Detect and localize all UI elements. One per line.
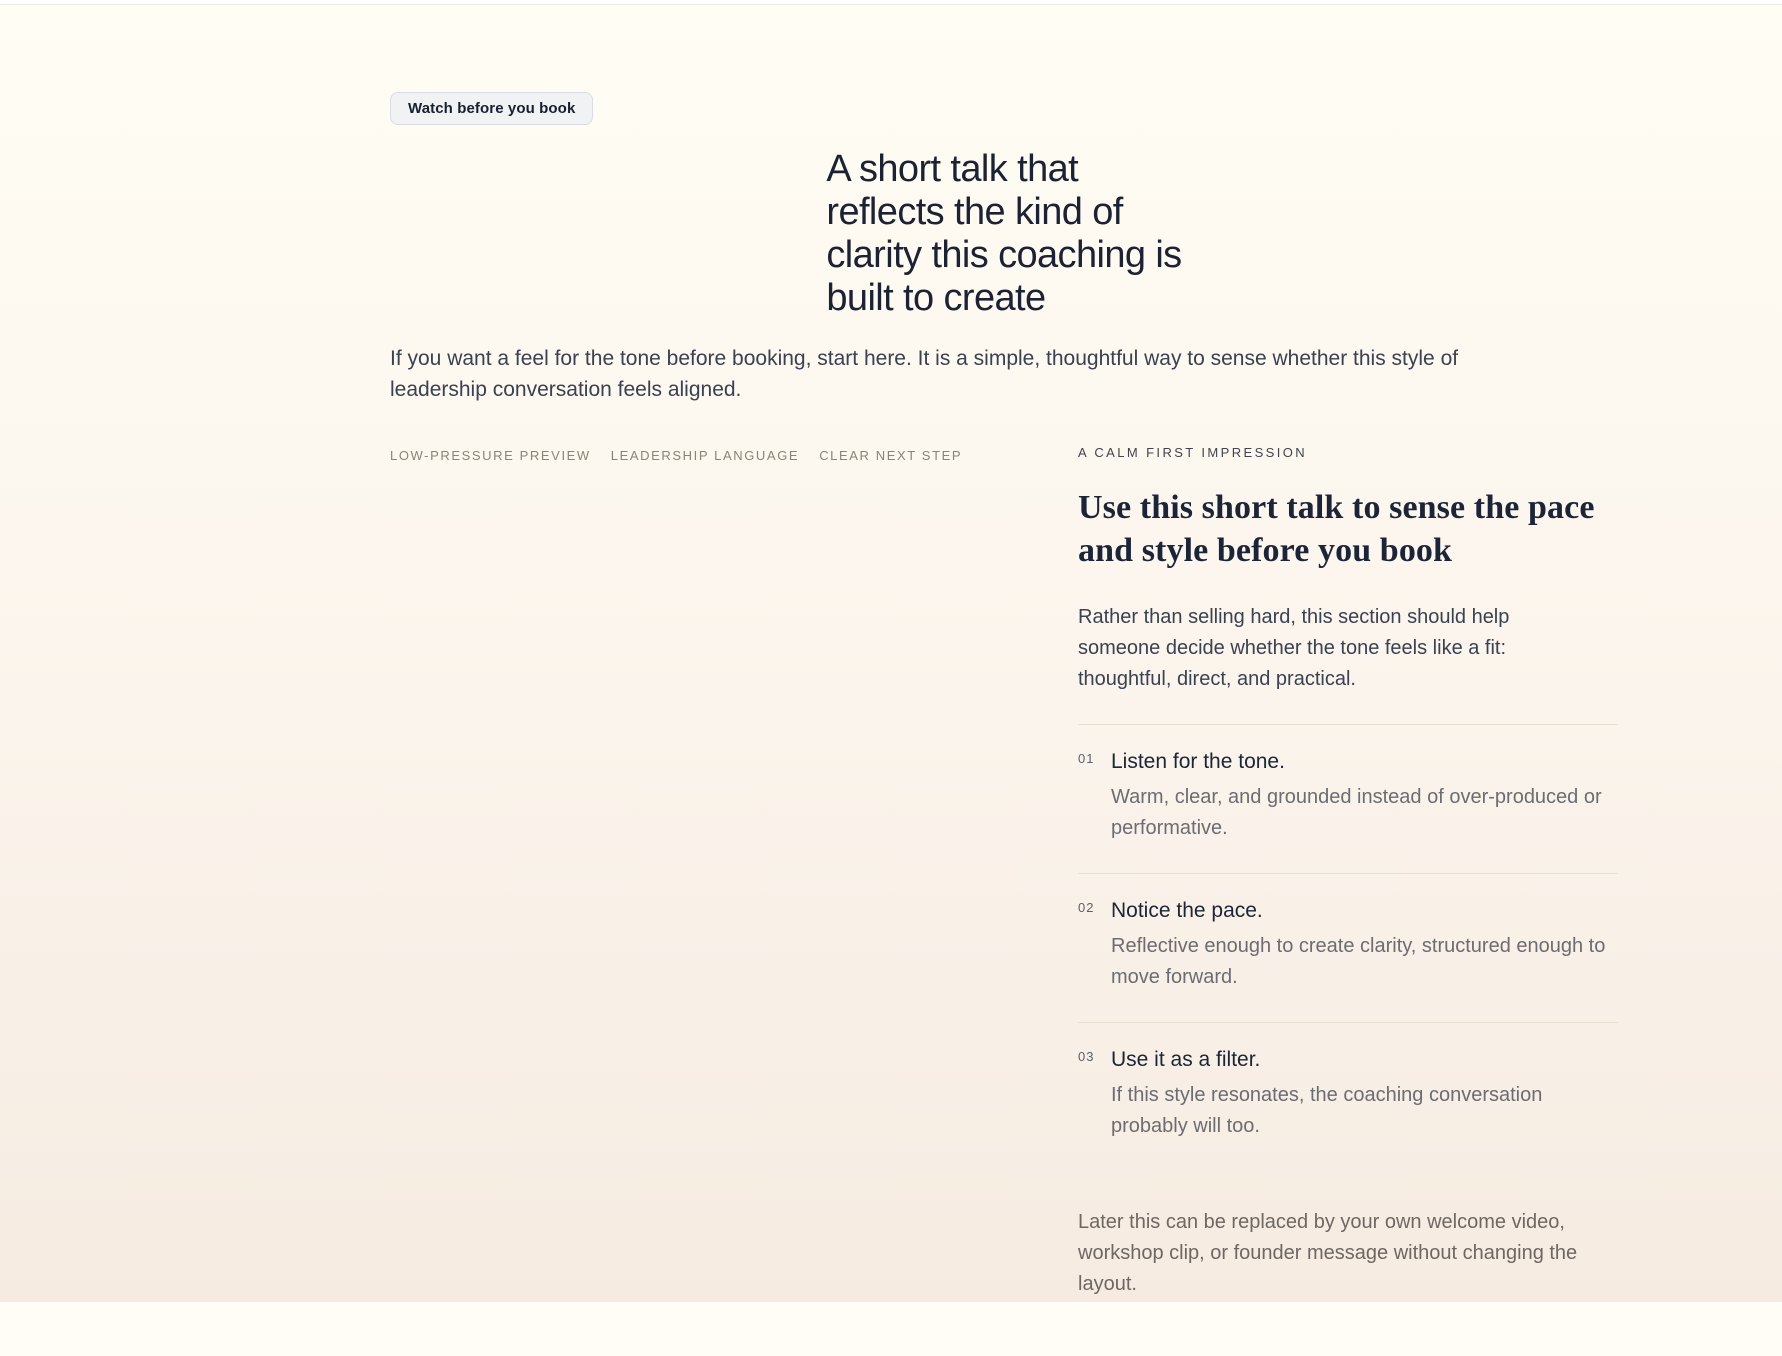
explainer-heading: Use this short talk to sense the pace and style before you book [1078,489,1595,569]
tag-clear-next-step: CLEAR NEXT STEP [819,448,963,463]
step-number: 02 [1078,900,1095,915]
explainer-footnote: Later this can be replaced by your own welcome video, workshop clip, or founder message without changing the layout. [1078,1211,1578,1295]
list-item [1078,724,1618,873]
hero-block [390,5,1618,405]
content-columns [390,445,1618,1300]
step-title: Notice the pace. [1111,899,1263,922]
step-description: Warm, clear, and grounded instead of over-produced or performative. [1111,786,1602,839]
watch-before-you-book-badge[interactable]: Watch before you book [390,92,593,125]
step-body [1111,897,1618,993]
video-preview-section [0,5,1782,1302]
step-number: 01 [1078,751,1095,766]
tag-leadership-language: LEADERSHIP LANGUAGE [610,448,800,463]
list-item [1078,1022,1618,1171]
explainer-column [1078,445,1618,1300]
video-column [390,445,1078,1145]
hero-title-line-4: built to create [826,277,1046,319]
hero-title [826,148,1181,320]
explainer-intro: Rather than selling hard, this section should help someone decide whether the tone feels like a fit: thoughtful, direct, and practical. [1078,606,1510,690]
step-description: If this style resonates, the coaching conversation probably will too. [1111,1084,1543,1137]
hero-title-line-1: A short talk that [826,148,1079,190]
step-number: 03 [1078,1049,1095,1064]
hero-subtitle: If you want a feel for the tone before booking, start here. It is a simple, thoughtful way to sense whether this style of leadership conversation feels aligned. [390,347,1459,401]
step-list [1078,724,1618,1171]
tag-low-pressure-preview: LOW-PRESSURE PREVIEW [390,448,591,463]
list-item [1078,873,1618,1022]
section-container [390,5,1618,1300]
step-title: Use it as a filter. [1111,1048,1261,1071]
step-title: Listen for the tone. [1111,750,1285,773]
next-section-edge [0,1302,1782,1355]
hero-title-line-3: clarity this coaching is [826,234,1182,276]
step-body [1111,748,1618,844]
eyebrow-label: A CALM FIRST IMPRESSION [1078,445,1308,460]
hero-title-line-2: reflects the kind of [826,191,1123,233]
feature-tags [390,448,1078,463]
step-body [1111,1046,1618,1142]
step-description: Reflective enough to create clarity, structured enough to move forward. [1111,935,1606,988]
